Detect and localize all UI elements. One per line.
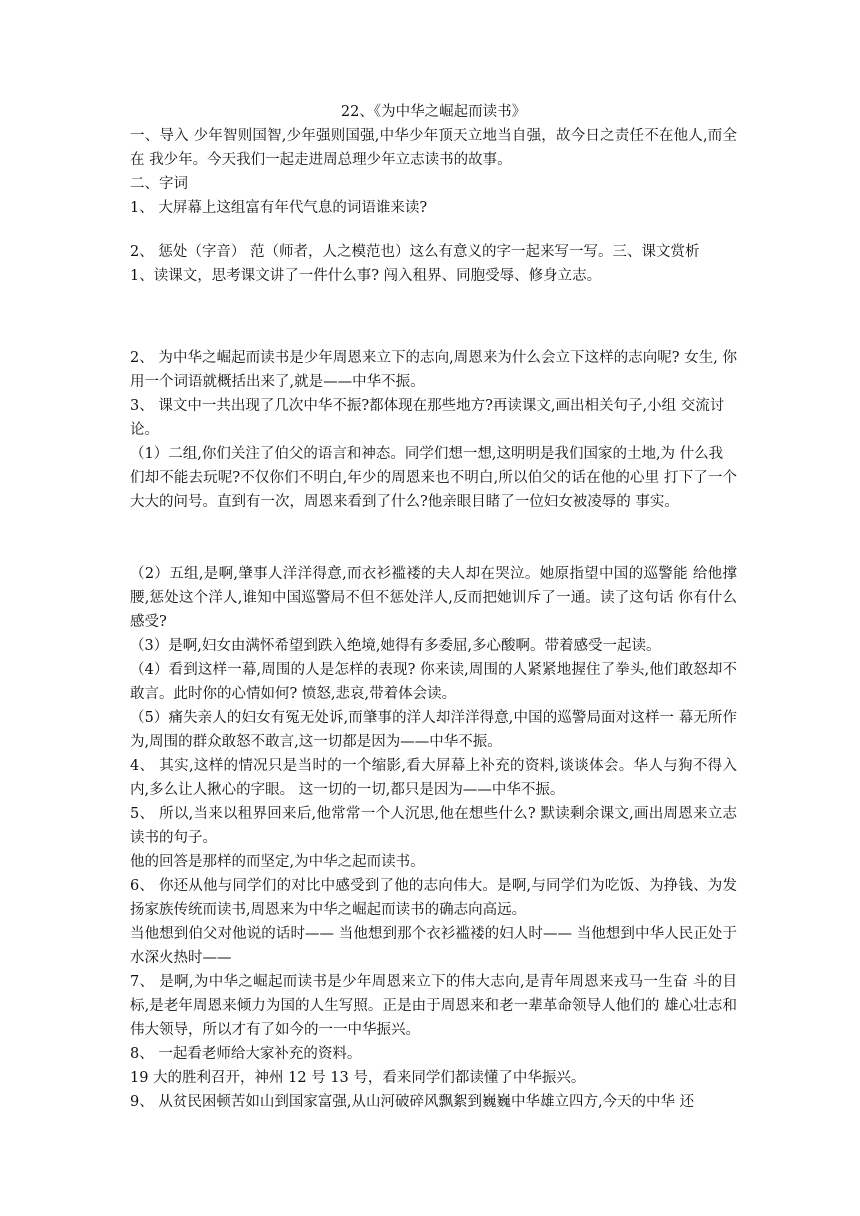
paragraph-vocab-2: 2、 惩处（字音） 范（师者，人之模范也）这么有意义的字一起来写一写。三、课文赏析 (130, 244, 700, 260)
document-title: 22、《为中华之崛起而读书》 (340, 104, 527, 120)
paragraph-reading-3: 3、 课文中一共出现了几次中华不振?都体现在那些地方?再读课文,画出相关句子,小组 交流讨 (130, 398, 725, 414)
paragraph-item-2: （2）五组,是啊,肇事人洋洋得意,而衣衫褴褛的夫人却在哭泣。她原指望中国的巡警能 给他撑腰,惩处这个洋人,谁知中国巡警局不但不惩处洋人,反而把她训斥了一通。读了这句话 你有什么感受? (130, 566, 737, 630)
paragraph-reading-7: 7、 是啊,为中华之崛起而读书是少年周恩来立下的伟大志向,是青年周恩来戎马一生奋 斗的目标,是老年周恩来倾力为国的人生写照。正是由于周恩来和老一辈革命领导人他们的 雄心壮志和伟大领导，所以才有了如今的一一中华振兴。 (130, 974, 737, 1038)
paragraph-congress: 19 大的胜利召开，神州 12 号 13 号，看来同学们都读懂了中华振兴。 (130, 1070, 586, 1086)
paragraph-reading-3-cont: 论。 (130, 422, 159, 438)
paragraph-item-1: （1）二组,你们关注了伯父的语言和神态。同学们想一想,这明明是我们国家的土地,为 什么我 (130, 446, 724, 462)
paragraph-reading-6: 6、 你还从他与同学们的对比中感受到了他的志向伟大。是啊,与同学们为吃饭、为挣钱、为发扬家族传统而读书,周恩来为中华之崛起而读书的确志向高远。 (130, 878, 737, 918)
section-heading-vocab: 二、字词 (130, 176, 188, 192)
paragraph-reading-5: 5、 所以,当来以租界回来后,他常常一个人沉思,他在想些什么? 默读剩余课文,画出周恩来立志读书的句子。 (130, 806, 737, 846)
paragraph-item-4: （4）看到这样一幕,周围的人是怎样的表现? 你来读,周围的人紧紧地握住了拳头,他们敢怒却不敢言。此时你的心情如何? 愤怒,悲哀,带着体会读。 (130, 662, 737, 702)
paragraph-reading-8: 8、 一起看老师给大家补充的资料。 (130, 1046, 362, 1062)
paragraph-item-5: （5）痛失亲人的妇女有冤无处诉,而肇事的洋人却洋洋得意,中国的巡警局面对这样一 幕无所作为,周围的群众敢怒不敢言,这一切都是因为——中华不振。 (130, 710, 737, 750)
spacer (130, 220, 737, 240)
paragraph-intro: 一、导入 少年智则国智,少年强则国强,中华少年顶天立地当自强，故今日之责任不在他人,而全在 我少年。今天我们一起走进周总理少年立志读书的故事。 (130, 128, 737, 168)
paragraph-item-1-cont: 们却不能去玩呢?不仅你们不明白,年少的周恩来也不明白,所以伯父的话在他的心里 打下了一个大大的问号。直到有一次，周恩来看到了什么?他亲眼目睹了一位妇女被凌辱的 事实。 (130, 470, 737, 510)
paragraph-item-3: （3）是啊,妇女由满怀希望到跌入绝境,她得有多委屈,多心酸啊。带着感受一起读。 (130, 638, 661, 654)
paragraph-reading-4: 4、 其实,这样的情况只是当时的一个缩影,看大屏幕上补充的资料,谈谈体会。华人与狗不得入内,多么让人揪心的字眼。 这一切的一切,都只是因为——中华不振。 (130, 758, 737, 798)
paragraph-reflection: 当他想到伯父对他说的话时—— 当他想到那个衣衫褴褛的妇人时—— 当他想到中华人民正处于水深火热时—— (130, 926, 737, 966)
paragraph-answer: 他的回答是那样的而坚定,为中华之起而读书。 (130, 854, 425, 870)
paragraph-reading-2: 2、 为中华之崛起而读书是少年周恩来立下的志向,周恩来为什么会立下这样的志向呢? 女生, 你用一个词语就概括出来了,就是——中华不振。 (130, 350, 737, 390)
spacer (130, 514, 737, 562)
paragraph-reading-1: 1、读课文，思考课文讲了一件什么事? 闯入租界、同胞受辱、修身立志。 (130, 268, 602, 284)
spacer (130, 288, 737, 346)
paragraph-reading-9: 9、 从贫民困顿苦如山到国家富强,从山河破碎风飘絮到巍巍中华雄立四方,今天的中华 还 (130, 1094, 695, 1110)
paragraph-vocab-1: 1、 大屏幕上这组富有年代气息的词语谁来读? (130, 200, 428, 216)
